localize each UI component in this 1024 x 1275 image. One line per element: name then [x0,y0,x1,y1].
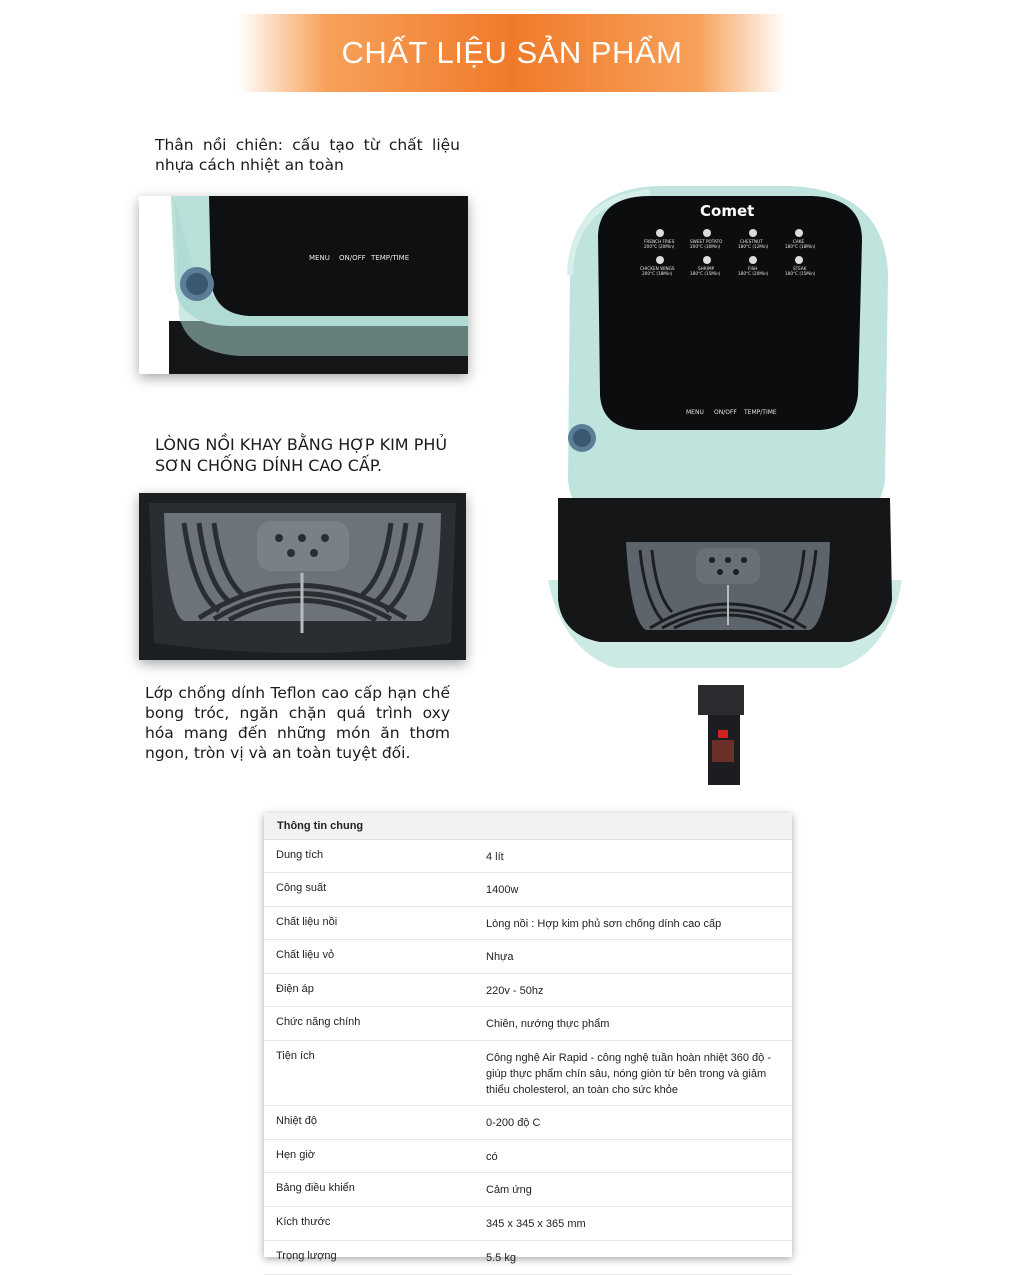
spec-row [264,1140,792,1173]
spec-value: 345 x 345 x 365 mm [486,1218,586,1230]
preset-setting-5: 200°C (18Min) [642,271,673,276]
spec-value: 220v - 50hz [486,985,544,997]
specs-table-header: Thông tin chung [264,813,792,840]
preset-name-3: CHESTNUT [740,239,763,244]
preset-setting-1: 200°C (20Min) [644,244,675,249]
spec-row [264,1173,792,1207]
spec-value: Cảm ứng [486,1184,532,1196]
preset-setting-2: 200°C (30Min) [690,244,721,249]
spec-label: Hẹn giờ [276,1149,316,1161]
spec-label: Chất liệu vỏ [276,949,335,961]
preset-name-2: SWEET POTATO [690,239,723,244]
closeup-label-temp: TEMP/TIME [371,254,410,262]
spec-label: Kích thước [276,1216,331,1228]
teflon-coating-text: Lớp chống dính Teflon cao cấp hạn chế bong tróc, ngăn chặn quá trình oxy hóa mang đến những món ăn thơm ngon, tròn vị và an toàn tuyệt đối. [145,684,450,762]
preset-setting-8: 180°C (15Min) [785,271,816,276]
panel-label-temp[interactable]: TEMP/TIME [744,409,777,416]
spec-label: Tiện ích [276,1050,315,1062]
banner-title: CHẤT LIỆU SẢN PHẨM [341,35,683,70]
spec-label: Dung tích [276,849,324,861]
spec-value: Lòng nồi : Hợp kim phủ sơn chống dính cao cấp [486,918,722,930]
spec-value: 0-200 độ C [486,1117,541,1129]
spec-label: Công suất [276,882,327,894]
basket-grill-closeup-image [139,493,466,660]
brand-logo: Comet [700,202,755,220]
spec-value: 4 lít [486,851,504,863]
air-fryer-product-image [540,180,910,790]
basket-material-heading: LÒNG NỒI KHAY BẰNG HỢP KIM PHỦ SƠN CHỐNG DÍNH CAO CẤP. [155,435,448,475]
spec-row [264,940,792,974]
spec-label: Trọng lượng [276,1250,337,1262]
spec-row [264,1241,792,1275]
spec-row [264,1041,792,1106]
specs-table [264,813,792,1264]
spec-row [264,1106,792,1140]
preset-setting-4: 180°C (18Min) [785,244,816,249]
spec-value: có [486,1151,498,1163]
preset-name-4: CAKE [793,239,805,244]
preset-name-8: STEAK [793,266,807,271]
preset-name-7: FISH [748,266,758,271]
closeup-label-onoff: ON/OFF [339,254,366,262]
spec-label: Nhiệt độ [276,1115,317,1127]
preset-setting-6: 180°C (15Min) [690,271,721,276]
spec-row [264,1207,792,1241]
spec-label: Chất liệu nồi [276,916,338,928]
spec-value: Nhựa [486,951,514,963]
spec-row [264,873,792,907]
panel-label-onoff[interactable]: ON/OFF [714,409,737,416]
control-panel-closeup-image [139,196,468,374]
spec-value: Chiên, nướng thực phẩm [486,1018,610,1030]
spec-row [264,974,792,1007]
spec-value: 5.5 kg [486,1252,516,1264]
preset-name-6: SHRIMP [698,266,715,271]
spec-value: Công nghệ Air Rapid - công nghệ tuần hoàn nhiệt 360 độ - giúp thực phẩm chín sâu, nóng giòn từ bên trong và giảm thiểu cholesterol, an toàn cho sức khỏe [486,1052,771,1096]
spec-label: Điện áp [276,983,314,995]
preset-name-1: FRENCH FRIES [644,239,675,244]
body-material-text: Thân nồi chiên: cấu tạo từ chất liệu nhựa cách nhiệt an toàn [155,136,460,174]
spec-row [264,907,792,940]
preset-name-5: CHICKEN WINGS [640,266,675,271]
spec-label: Chức năng chính [276,1016,361,1028]
spec-row [264,840,792,873]
spec-row [264,1007,792,1041]
preset-setting-3: 180°C (12Min) [738,244,769,249]
preset-setting-7: 180°C (20Min) [738,271,769,276]
spec-label: Bảng điều khiển [276,1182,355,1194]
panel-label-menu[interactable]: MENU [686,409,704,416]
spec-value: 1400w [486,884,519,896]
closeup-label-menu: MENU [309,254,330,262]
section-banner [238,14,786,92]
